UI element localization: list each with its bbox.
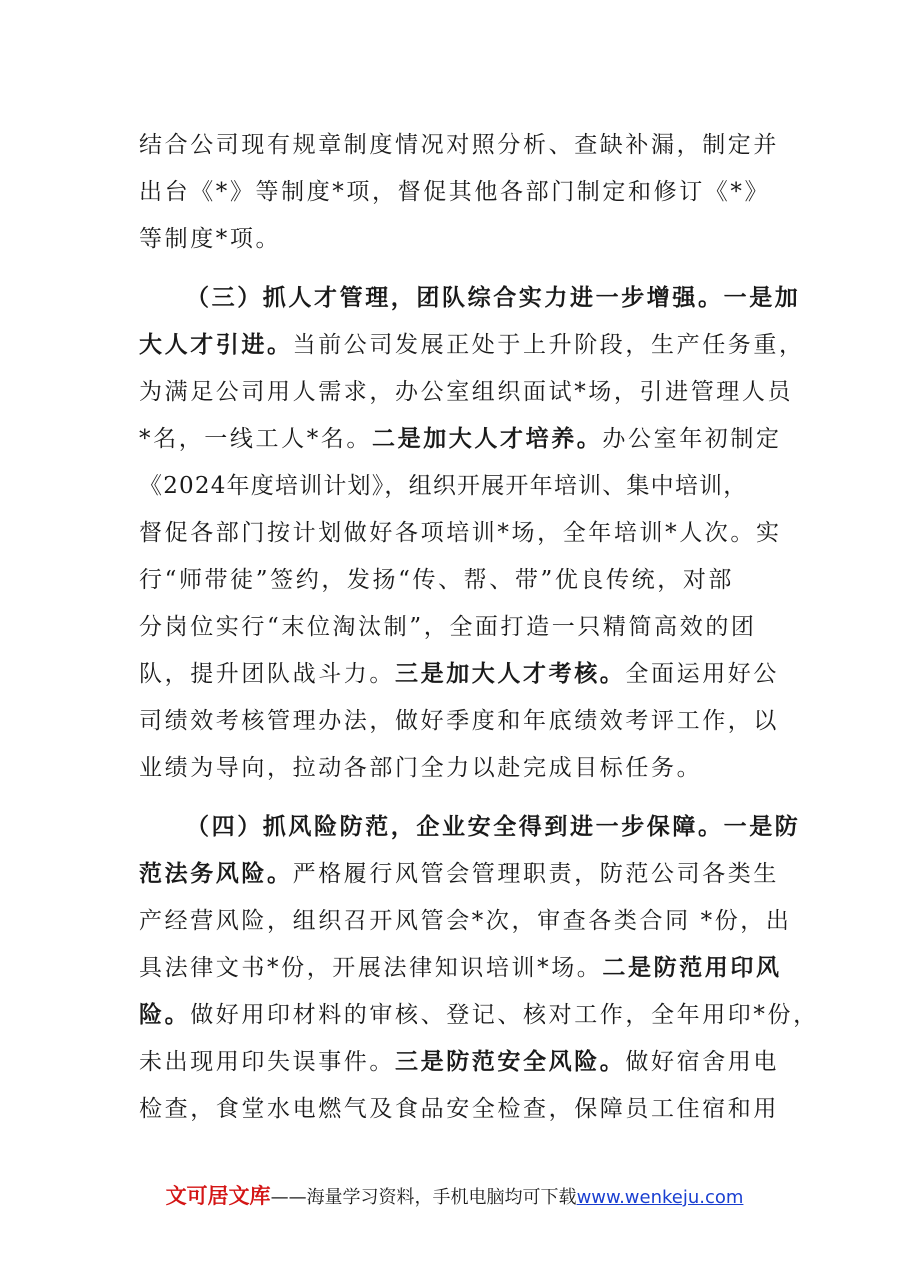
text-line: 司绩效考核管理办法，做好季度和年底绩效考评工作，以	[139, 708, 779, 734]
text-span: 当前公司发展正处于上升阶段，生产任务重，	[292, 332, 805, 358]
text-line	[139, 953, 782, 983]
text-line: 业绩为导向，拉动各部门全力以赴完成目标任务。	[139, 755, 703, 781]
text-line: 行“师带徒”签约，发扬“传、帮、带”优良传统，对部	[139, 567, 735, 593]
text-line: 《2024年度培训计划》，组织开展开年培训、集中培训，	[139, 473, 748, 499]
text-line: 结合公司现有规章制度情况对照分析、查缺补漏，制定并	[139, 132, 779, 158]
footer-link[interactable]: www.wenkeju.com	[576, 1187, 744, 1208]
text-span: 做好宿舍用电	[625, 1049, 780, 1075]
text-line	[139, 424, 782, 454]
bold-phrase: 范法务风险。	[139, 860, 293, 887]
text-line: 检查，食堂水电燃气及食品安全检查，保障员工住宿和用	[139, 1096, 779, 1122]
section-heading: （三）抓人才管理，团队综合实力进一步增强。一是加	[186, 284, 801, 311]
text-line: 分岗位实行“末位淘汰制”，全面打造一只精简高效的团	[139, 614, 757, 640]
text-span: 严格履行风管会管理职责，防范公司各类生	[292, 861, 780, 887]
text-line	[139, 330, 805, 360]
text-span: 未出现用印失误事件。	[139, 1049, 395, 1075]
text-span: *名，一线工人*名。	[139, 426, 372, 452]
text-line: 为满足公司用人需求，办公室组织面试*场，引进管理人员	[139, 379, 794, 405]
text-line	[139, 1000, 819, 1030]
brand-name: 文可居文库	[165, 1184, 271, 1208]
text-line: 产经营风险，组织召开风管会*次，审查各类合同 *份，出	[139, 908, 792, 934]
text-line	[139, 859, 779, 889]
text-line: 等制度*项。	[139, 226, 282, 252]
bold-phrase: 险。	[139, 1001, 191, 1028]
text-span: 队，提升团队战斗力。	[139, 661, 395, 687]
text-line	[139, 659, 779, 689]
text-line: 出台《*》等制度*项，督促其他各部门制定和修订《*》	[139, 179, 771, 205]
text-span: 全面运用好公	[625, 661, 780, 687]
text-line	[139, 1047, 779, 1077]
bold-phrase: 二是加大人才培养。	[372, 425, 603, 452]
section-heading: （四）抓风险防范，企业安全得到进一步保障。一是防	[186, 813, 801, 840]
bold-phrase: 三是加大人才考核。	[395, 660, 626, 687]
text-line: 督促各部门按计划做好各项培训*场，全年培训*人次。实	[139, 520, 782, 546]
footer-banner	[0, 1180, 909, 1210]
bold-phrase: 大人才引进。	[139, 331, 293, 358]
bold-phrase: 二是防范用印风	[602, 954, 782, 981]
bold-phrase: 三是防范安全风险。	[395, 1048, 626, 1075]
footer-tagline: ——海量学习资料，手机电脑均可下载	[270, 1187, 577, 1208]
text-span: 具法律文书*份，开展法律知识培训*场。	[139, 955, 603, 981]
text-span: 办公室年初制定	[602, 426, 782, 452]
text-span: 做好用印材料的审核、登记、核对工作，全年用印*份，	[190, 1002, 819, 1028]
